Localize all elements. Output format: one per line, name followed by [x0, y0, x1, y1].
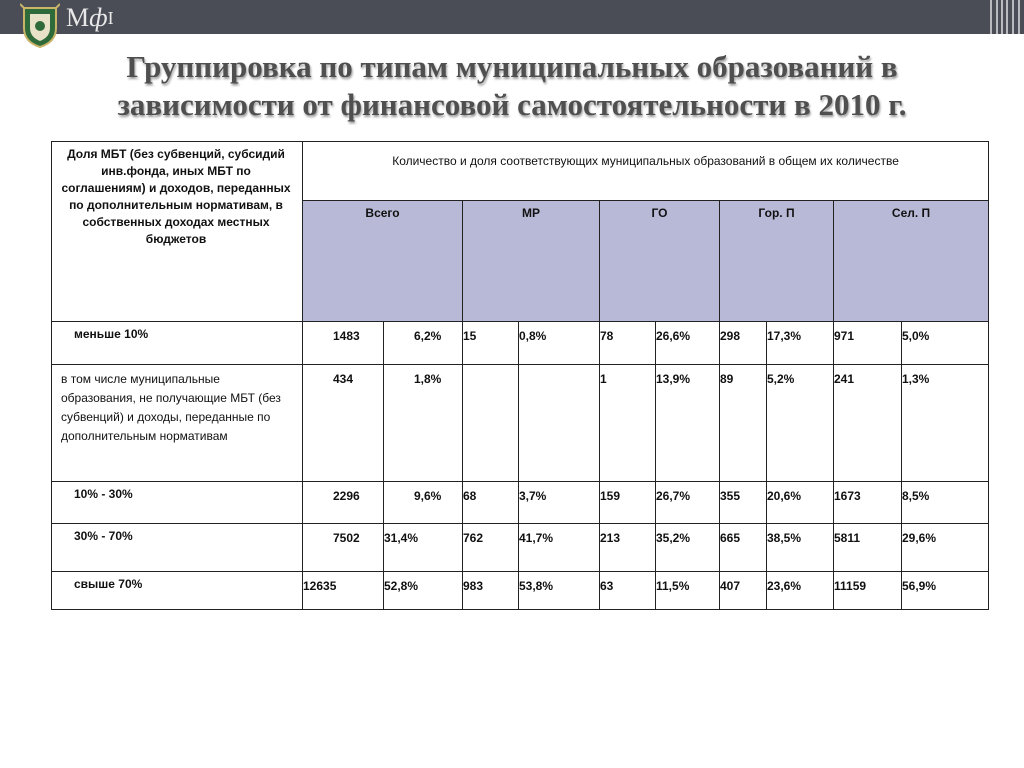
cell-share: 52,8%	[384, 572, 463, 610]
cell-count: 213	[600, 524, 656, 572]
row-label: в том числе муниципальные образования, не получающие МБТ (без субвенций) и доходы, переданные по дополнительным нормативам	[52, 365, 303, 482]
cell-count	[463, 365, 519, 482]
cell-count: 1	[600, 365, 656, 482]
cell-share: 35,2%	[656, 524, 720, 572]
row-label: меньше 10%	[52, 322, 303, 365]
cell-count: 2296	[303, 482, 384, 524]
cell-share: 5,0%	[902, 322, 989, 365]
cell-share: 8,5%	[902, 482, 989, 524]
cell-share: 26,7%	[656, 482, 720, 524]
row-label: 30% - 70%	[52, 524, 303, 572]
column-header-gor-p: Гор. П	[720, 201, 834, 322]
table-row	[52, 482, 989, 524]
cell-count: 1483	[303, 322, 384, 365]
cell-count: 1673	[834, 482, 902, 524]
cell-count: 762	[463, 524, 519, 572]
cell-count: 63	[600, 572, 656, 610]
row-label: 10% - 30%	[52, 482, 303, 524]
cell-share: 20,6%	[767, 482, 834, 524]
cell-count: 434	[303, 365, 384, 482]
cell-count: 241	[834, 365, 902, 482]
cell-share: 38,5%	[767, 524, 834, 572]
brand-prefix: М	[66, 3, 90, 32]
column-header-sel-p: Сел. П	[834, 201, 989, 322]
cell-count: 298	[720, 322, 767, 365]
cell-share: 17,3%	[767, 322, 834, 365]
table-row	[52, 572, 989, 610]
brand-logo	[66, 3, 114, 33]
cell-count: 15	[463, 322, 519, 365]
cell-share: 56,9%	[902, 572, 989, 610]
main-header: Количество и доля соответствующих муниципальных образований в общем их количестве	[303, 142, 989, 201]
column-header-mr: МР	[463, 201, 600, 322]
decorative-stripes	[984, 0, 1024, 34]
column-header-total: Всего	[303, 201, 463, 322]
corner-header: Доля МБТ (без субвенций, субсидий инв.фонда, иных МБТ по соглашениям) и доходов, переданных по дополнительным нормативам, в собственных доходах местных бюджетов	[52, 142, 303, 322]
cell-share: 5,2%	[767, 365, 834, 482]
cell-count: 159	[600, 482, 656, 524]
cell-share: 9,6%	[384, 482, 463, 524]
brand-suffix: ф	[89, 3, 108, 32]
cell-count: 68	[463, 482, 519, 524]
cell-count: 11159	[834, 572, 902, 610]
cell-share: 3,7%	[519, 482, 600, 524]
top-bar	[0, 0, 1024, 34]
cell-share: 31,4%	[384, 524, 463, 572]
cell-count: 407	[720, 572, 767, 610]
cell-count: 78	[600, 322, 656, 365]
table-row	[52, 322, 989, 365]
emblem-icon	[20, 2, 60, 48]
cell-share: 23,6%	[767, 572, 834, 610]
cell-count: 12635	[303, 572, 384, 610]
table-row	[52, 365, 989, 482]
column-header-go: ГО	[600, 201, 720, 322]
cell-share: 29,6%	[902, 524, 989, 572]
data-table	[51, 141, 989, 610]
cell-share: 53,8%	[519, 572, 600, 610]
cell-count: 355	[720, 482, 767, 524]
cell-count: 983	[463, 572, 519, 610]
table-row	[52, 524, 989, 572]
cell-share: 0,8%	[519, 322, 600, 365]
cell-share: 1,8%	[384, 365, 463, 482]
cell-share: 1,3%	[902, 365, 989, 482]
cell-count: 7502	[303, 524, 384, 572]
page-title: Группировка по типам муниципальных образований в зависимости от финансовой самостоятельности в 2010 г.	[117, 49, 907, 122]
cell-share: 26,6%	[656, 322, 720, 365]
cell-share: 41,7%	[519, 524, 600, 572]
cell-count: 971	[834, 322, 902, 365]
cell-share: 13,9%	[656, 365, 720, 482]
cell-share	[519, 365, 600, 482]
cell-count: 665	[720, 524, 767, 572]
cell-count: 89	[720, 365, 767, 482]
cell-count: 5811	[834, 524, 902, 572]
cell-share: 6,2%	[384, 322, 463, 365]
cell-share: 11,5%	[656, 572, 720, 610]
brand-tail: I	[107, 8, 114, 28]
row-label: свыше 70%	[52, 572, 303, 610]
